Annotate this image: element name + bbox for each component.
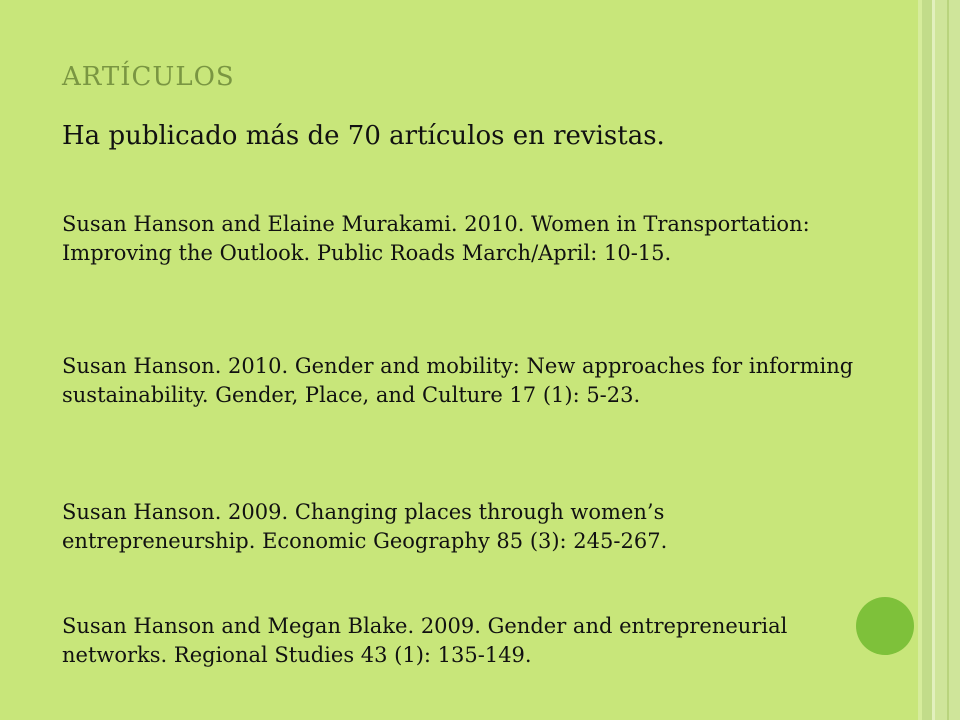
decor-stripe [922, 0, 932, 720]
slide-title: ARTÍCULOS [62, 62, 235, 92]
decor-stripe [947, 0, 949, 720]
lead-statement: Ha publicado más de 70 artículos en revistas. [62, 121, 665, 151]
reference-item: Susan Hanson and Megan Blake. 2009. Gender and entrepreneurial networks. Regional Studies 43 (1): 135-149. [62, 614, 788, 667]
reference-item: Susan Hanson. 2009. Changing places through women’s entrepreneurship. Economic Geography 85 (3): 245-267. [62, 500, 668, 553]
reference-item: Susan Hanson and Elaine Murakami. 2010. Women in Transportation: Improving the Outlook. Public Roads March/April: 10-15. [62, 212, 810, 265]
decor-circle [856, 597, 914, 655]
reference-item: Susan Hanson. 2010. Gender and mobility: New approaches for informing sustainability. Gender, Place, and Culture 17 (1): 5-23. [62, 354, 854, 407]
